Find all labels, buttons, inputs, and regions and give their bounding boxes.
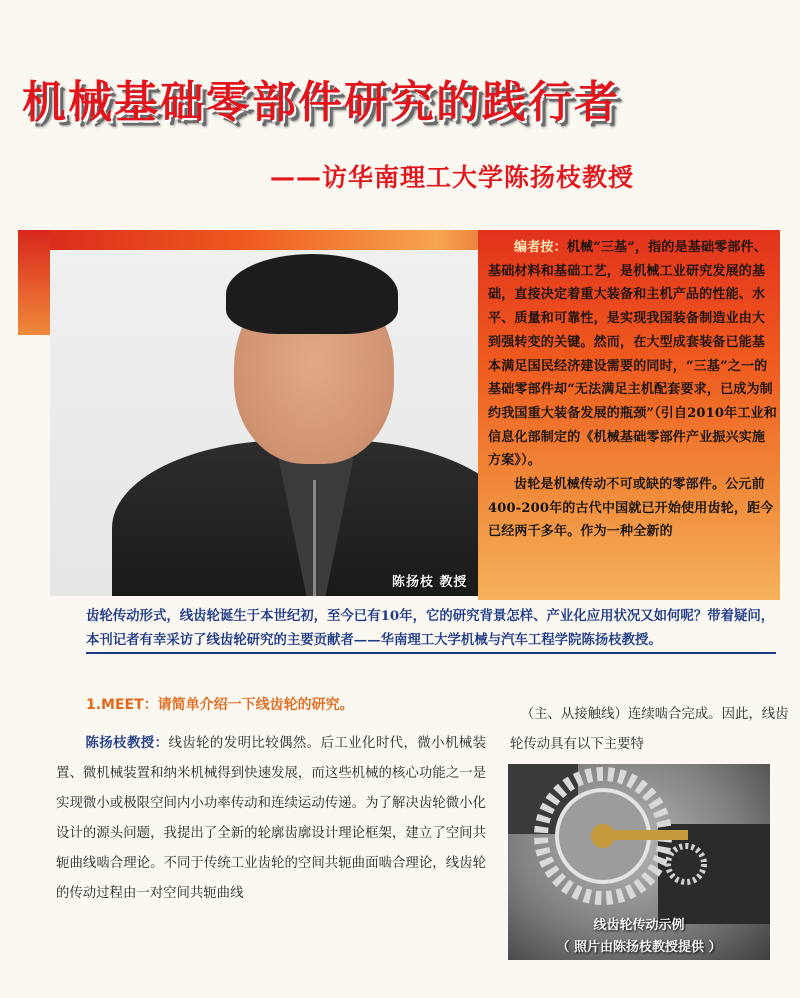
gear-photo-caption: 线齿轮传动示例 xyxy=(593,918,685,933)
interview-question: 1.MEET：请简单介绍一下线齿轮的研究。 xyxy=(86,697,354,713)
gear-shaft xyxy=(608,830,688,840)
photo-zipper-shape xyxy=(313,480,316,596)
answer-paragraph xyxy=(56,728,486,909)
answer-continuation: （主、从接触线）连续啮合完成。因此，线齿轮传动具有以下主要特 xyxy=(510,707,789,752)
interview-answer xyxy=(56,728,486,909)
article-title: 机械基础零部件研究的践行者 xyxy=(22,77,620,128)
photo-hair-shape xyxy=(226,254,398,334)
article-subtitle: ——访华南理工大学陈扬枝教授 xyxy=(270,163,635,192)
editor-note-text: 机械“三基”，指的是基础零部件、基础材料和基础工艺，是机械工业研究发展的基础，直接决定着重大装备和主机产品的性能、水平、质量和可靠性，是实现我国装备制造业由大到强转变的关键。然而，在大型成套装备已能基本满足国民经济建设需要的同时，“三基”之一的基础零部件却“无法满足主机配套要求，已成为制约我国重大装备发展的瓶颈”（引自2010年工业和信息化部制定的《机械基础零部件产业振兴实施方案》）。 xyxy=(488,240,777,469)
banner-left-accent xyxy=(18,230,50,335)
gear-photo-credit: （ 照片由陈扬枝教授提供 ） xyxy=(556,940,722,955)
editor-note-lead: 编者按： xyxy=(514,240,567,255)
portrait-caption: 陈扬枝 教授 xyxy=(392,575,468,590)
editor-note-continuation: 齿轮传动形式，线齿轮诞生于本世纪初，至今已有10年，它的研究背景怎样、产业化应用状况又如何呢？带着疑问，本刊记者有幸采访了线齿轮研究的主要贡献者——华南理工大学机械与汽车工程学院陈扬枝教授。 xyxy=(86,604,776,654)
editor-note xyxy=(488,236,778,544)
gear-photo xyxy=(508,764,770,960)
portrait-photo xyxy=(50,250,478,596)
answer-speaker: 陈扬枝教授： xyxy=(85,735,169,751)
editor-note-paragraph xyxy=(488,236,778,473)
answer-text: 线齿轮的发明比较偶然。后工业化时代，微小机械装置、微机械装置和纳米机械得到快速发展，而这些机械的核心功能之一是实现微小或极限空间内小功率传动和连续运动传递。为了解决齿轮微小化设计的源头问题，我提出了全新的轮廓齿廓设计理论框架，建立了空间共轭曲线啮合理论。不同于传统工业齿轮的空间共轭曲面啮合理论，线齿轮的传动过程由一对空间共轭曲线 xyxy=(56,736,487,901)
editor-note-paragraph-2: 齿轮是机械传动不可或缺的零部件。公元前400-200年的古代中国就已开始使用齿轮，距今已经两千多年。作为一种全新的 xyxy=(488,477,774,540)
answer-continuation-column xyxy=(510,700,790,760)
